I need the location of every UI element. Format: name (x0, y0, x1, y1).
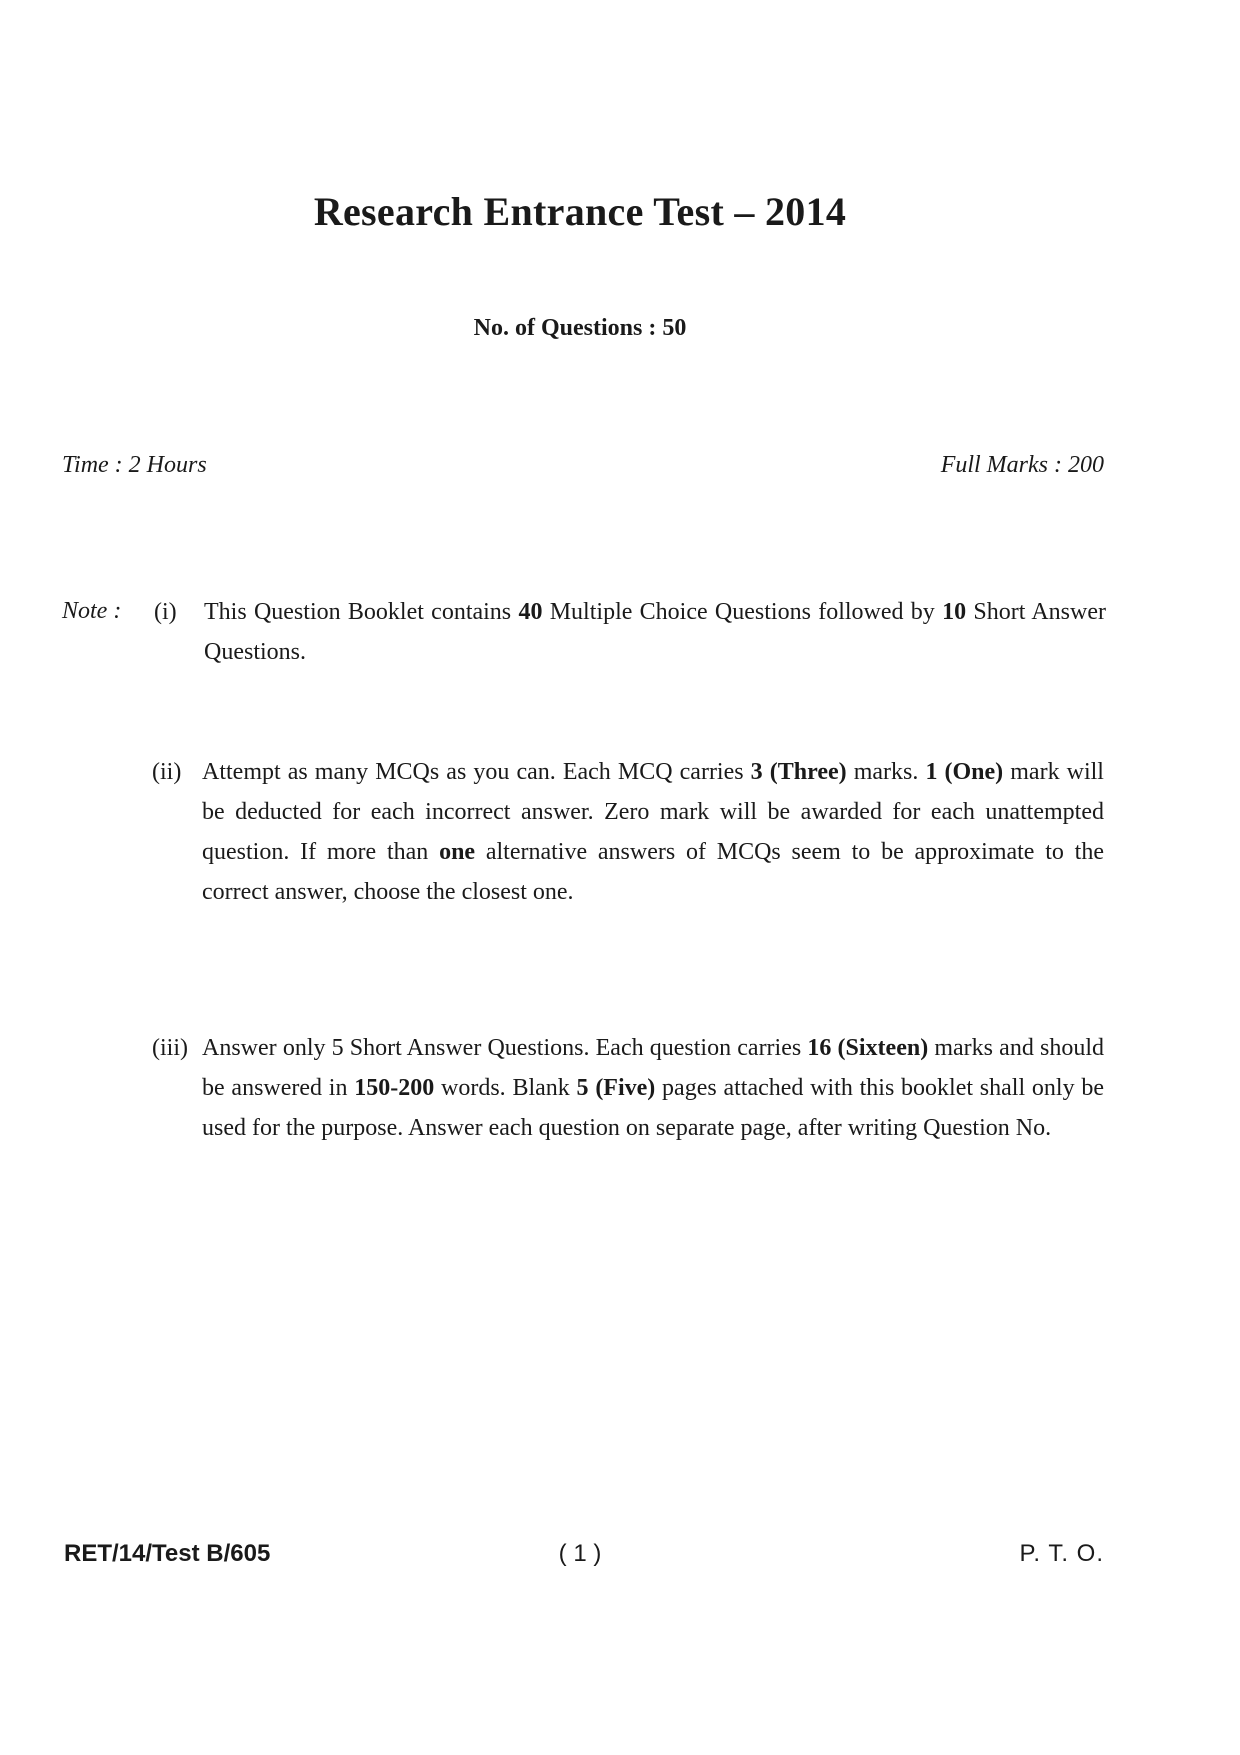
question-count: No. of Questions : 50 (473, 315, 687, 341)
note-item-number: (iii) (152, 1035, 188, 1061)
body-text: marks. (846, 759, 926, 785)
page-title: Research Entrance Test – 2014 (313, 189, 847, 234)
note-item-1 (154, 592, 1106, 672)
emphasis-text: 150-200 (354, 1075, 435, 1101)
note-item-2 (152, 752, 1104, 912)
emphasis-text: 5 (Five) (576, 1075, 656, 1101)
body-text: Answer only 5 Short Answer Questions. Each question carries (202, 1035, 808, 1061)
note-item-number: (ii) (152, 759, 182, 785)
emphasis-text: 16 (Sixteen) (807, 1035, 929, 1061)
body-text: This Question Booklet contains (204, 599, 519, 625)
body-text: mark will be deducted for each incorrect answer. Zero mark will be awarded for each unattempted question. If more than (202, 759, 1104, 865)
note-item-text (202, 1028, 1104, 1148)
emphasis-text: one (439, 839, 476, 865)
body-text: alternative answers of MCQs seem to be approximate to the correct answer, choose the closest one. (202, 839, 1104, 905)
time-allowed: Time : 2 Hours (62, 452, 207, 478)
test-code: RET/14/Test B/605 (64, 1540, 271, 1567)
body-text: marks and should be answered in (202, 1035, 1104, 1101)
body-text: Attempt as many MCQs as you can. Each MCQ carries (202, 759, 751, 785)
emphasis-text: 40 (518, 599, 543, 625)
body-text: Short Answer Questions. (204, 599, 1106, 665)
full-marks: Full Marks : 200 (940, 452, 1104, 478)
pto-label: P. T. O. (1019, 1540, 1104, 1567)
note-item-text (202, 752, 1104, 912)
body-text: words. Blank (434, 1075, 577, 1101)
note-label: Note : (62, 598, 122, 624)
body-text: pages attached with this booklet shall only be used for the purpose. Answer each question on separate page, after writing Question No. (202, 1075, 1104, 1141)
emphasis-text: 1 (One) (925, 759, 1004, 785)
emphasis-text: 10 (942, 599, 967, 625)
note-item-3 (152, 1028, 1104, 1148)
emphasis-text: 3 (Three) (750, 759, 847, 785)
body-text: Multiple Choice Questions followed by (542, 599, 943, 625)
page-number: ( 1 ) (558, 1540, 602, 1567)
note-item-number: (i) (154, 599, 177, 625)
note-item-text (204, 592, 1106, 672)
